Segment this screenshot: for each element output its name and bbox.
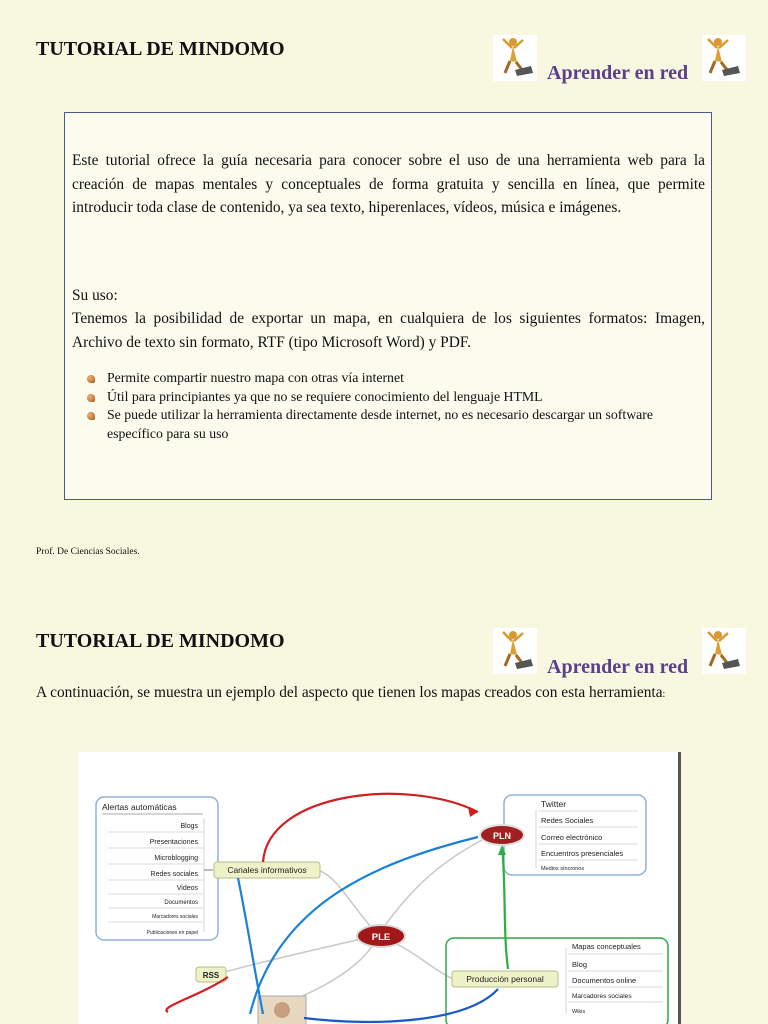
description-box bbox=[64, 112, 712, 500]
pln-item: Medios síncronos bbox=[541, 866, 585, 872]
bullet-leaf-icon bbox=[87, 394, 95, 402]
alert-item: Presentaciones bbox=[149, 839, 198, 846]
list-item: Útil para principiantes ya que no se requiere conocimiento del lenguaje HTML bbox=[87, 388, 687, 407]
reader-figure-icon bbox=[702, 628, 746, 674]
alert-item: Redes sociales bbox=[150, 871, 198, 878]
alert-item: Microblogging bbox=[154, 855, 198, 862]
pln-item: Twitter bbox=[541, 799, 567, 809]
alert-item: Videos bbox=[176, 885, 198, 892]
features-list bbox=[87, 369, 687, 443]
uso-text: Tenemos la posibilidad de exportar un mapa, en cualquiera de los siguientes formatos: Imagen, Archivo de texto sin formato, RTF (tipo Microsoft Word) y PDF. bbox=[72, 310, 705, 351]
produccion-item: Mapas conceptuales bbox=[572, 942, 641, 951]
map-intro: A continuación, se muestra un ejemplo del aspecto que tienen los mapas creados con esta herramienta: bbox=[36, 684, 666, 701]
list-item: Se puede utilizar la herramienta directamente desde internet, no es necesario descargar un software específico para su uso bbox=[87, 406, 687, 443]
pln-label: PLN bbox=[493, 831, 511, 841]
brand-text: Aprender en red bbox=[547, 656, 689, 678]
alert-item: Blogs bbox=[180, 823, 198, 830]
alert-item: Documentos bbox=[164, 900, 198, 906]
brand-text: Aprender en red bbox=[547, 62, 689, 84]
produccion-label: Producción personal bbox=[466, 974, 544, 984]
rss-label: RSS bbox=[202, 971, 220, 980]
pln-item: Redes Sociales bbox=[541, 816, 594, 825]
page-title: TUTORIAL DE MINDOMO bbox=[36, 630, 285, 652]
canales-label: Canales informativos bbox=[227, 865, 307, 875]
reader-figure-icon bbox=[493, 628, 537, 674]
reader-figure-icon bbox=[493, 35, 537, 81]
bullet-leaf-icon bbox=[87, 375, 95, 383]
uso-heading: Su uso: bbox=[72, 287, 118, 304]
list-item: Permite compartir nuestro mapa con otras vía internet bbox=[87, 369, 687, 388]
alert-item: Marcadores sociales bbox=[152, 914, 198, 920]
pln-item: Encuentros presenciales bbox=[541, 849, 624, 858]
ple-label: PLE bbox=[371, 932, 391, 943]
produccion-item: Documentos online bbox=[572, 976, 637, 985]
produccion-item: Blog bbox=[572, 960, 588, 969]
page-title: TUTORIAL DE MINDOMO bbox=[36, 38, 285, 60]
produccion-item: Wikis bbox=[572, 1009, 586, 1015]
intro-paragraph: Este tutorial ofrece la guía necesaria para conocer sobre el uso de una herramienta web para la creación de mapas mentales y conceptuales de forma gratuita y sencilla en línea, que permite introducir toda clase de contenido, ya sea texto, hiperenlaces, vídeos, música e imágenes. bbox=[72, 152, 705, 216]
author-footer: Prof. De Ciencias Sociales. bbox=[36, 547, 140, 557]
alerts-title: Alertas automáticas bbox=[102, 802, 177, 812]
alert-item: Publicaciones en papel bbox=[146, 930, 198, 936]
produccion-item: Marcadores sociales bbox=[572, 993, 632, 1000]
pln-item: Correo electrónico bbox=[541, 833, 603, 842]
reader-figure-icon bbox=[702, 35, 746, 81]
mindmap-image bbox=[78, 752, 681, 1024]
bullet-leaf-icon bbox=[87, 412, 95, 420]
